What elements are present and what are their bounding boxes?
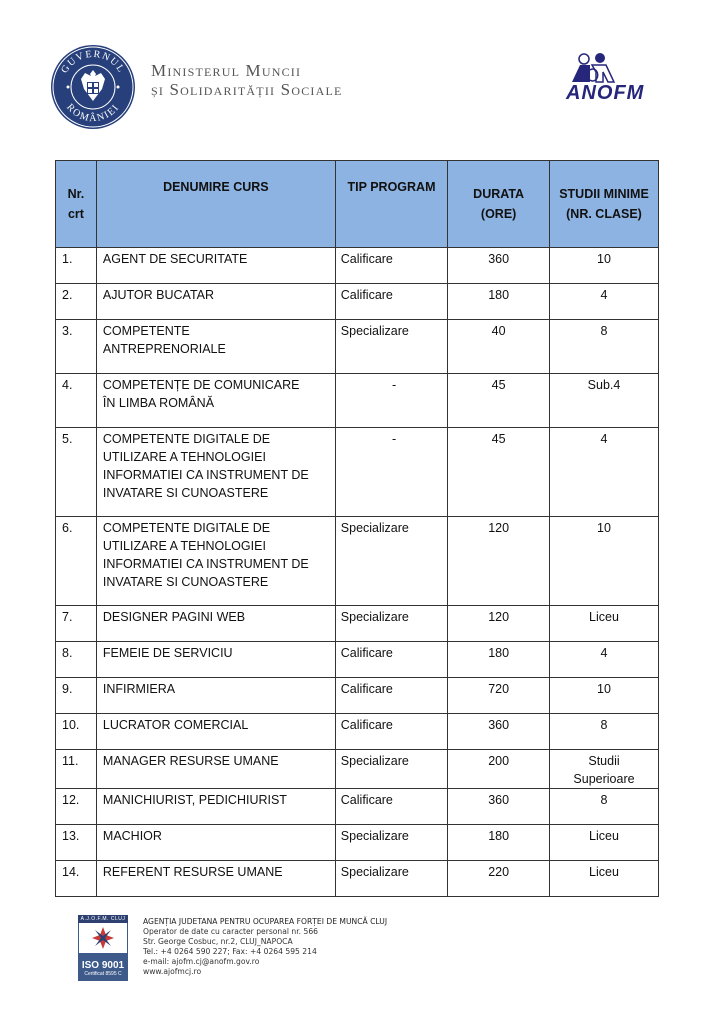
course-name bbox=[96, 517, 335, 606]
course-name-line: AGENT DE SECURITATE bbox=[102, 252, 248, 266]
duration-hours: 40 bbox=[448, 320, 550, 374]
table-row bbox=[56, 517, 659, 606]
duration-hours: 45 bbox=[448, 374, 550, 428]
duration-hours: 360 bbox=[448, 248, 550, 284]
government-seal-logo bbox=[50, 44, 136, 130]
program-type: Specializare bbox=[335, 320, 447, 374]
min-studies bbox=[550, 248, 659, 284]
course-name-line: UTILIZARE A TEHNOLOGIEI bbox=[102, 539, 266, 553]
program-type: Specializare bbox=[335, 606, 447, 642]
row-number: 14. bbox=[56, 861, 97, 897]
course-name-line: DESIGNER PAGINI WEB bbox=[102, 610, 246, 624]
table-row bbox=[56, 825, 659, 861]
min-studies-line: Liceu bbox=[589, 865, 619, 879]
table-row bbox=[56, 320, 659, 374]
min-studies bbox=[550, 428, 659, 517]
row-number: 10. bbox=[56, 714, 97, 750]
duration-hours: 180 bbox=[448, 825, 550, 861]
ministry-line-2: și Solidarității Sociale bbox=[151, 80, 343, 99]
min-studies-line: 8 bbox=[600, 718, 608, 732]
min-studies bbox=[550, 750, 659, 789]
ministry-name bbox=[151, 61, 343, 99]
row-number: 5. bbox=[56, 428, 97, 517]
iso-certification-logo bbox=[78, 915, 128, 981]
duration-hours: 180 bbox=[448, 642, 550, 678]
row-number: 13. bbox=[56, 825, 97, 861]
table-row bbox=[56, 678, 659, 714]
row-number: 2. bbox=[56, 284, 97, 320]
course-name bbox=[96, 320, 335, 374]
course-name-line: COMPETENȚE DE COMUNICARE bbox=[102, 378, 300, 392]
min-studies bbox=[550, 320, 659, 374]
table-row bbox=[56, 284, 659, 320]
program-type: Calificare bbox=[335, 248, 447, 284]
program-type: Specializare bbox=[335, 861, 447, 897]
min-studies bbox=[550, 374, 659, 428]
course-name-line: COMPETENTE DIGITALE DE bbox=[102, 521, 271, 535]
program-type: Calificare bbox=[335, 284, 447, 320]
courses-table bbox=[55, 160, 659, 897]
row-number: 12. bbox=[56, 789, 97, 825]
footer-email-link[interactable]: e-mail: ajofm.cj@anofm.gov.ro bbox=[143, 957, 260, 966]
duration-hours: 360 bbox=[448, 789, 550, 825]
table-row bbox=[56, 642, 659, 678]
program-type: Calificare bbox=[335, 714, 447, 750]
course-name-line: MANAGER RESURSE UMANE bbox=[102, 754, 279, 768]
min-studies bbox=[550, 642, 659, 678]
table-header-row bbox=[56, 161, 659, 248]
footer-operator-line: Operator de date cu caracter personal nr. 566 bbox=[143, 927, 318, 936]
program-type: Calificare bbox=[335, 642, 447, 678]
column-header-min-studies: STUDII MINIME (NR. CLASE) bbox=[550, 161, 659, 248]
course-name-line: UTILIZARE A TEHNOLOGIEI bbox=[102, 450, 266, 464]
program-type: Specializare bbox=[335, 750, 447, 789]
column-header-duration: DURATA (ORE) bbox=[448, 161, 550, 248]
course-name-line: INVATARE SI CUNOASTERE bbox=[102, 575, 269, 589]
course-name bbox=[96, 428, 335, 517]
program-type: Calificare bbox=[335, 789, 447, 825]
table-row bbox=[56, 606, 659, 642]
course-name-line: REFERENT RESURSE UMANE bbox=[102, 865, 283, 879]
duration-hours: 120 bbox=[448, 606, 550, 642]
min-studies-line: 10 bbox=[597, 521, 611, 535]
footer-agency-name: AGENȚIA JUDETANA PENTRU OCUPAREA FORȚEI DE MUNCĂ CLUJ bbox=[143, 917, 388, 926]
row-number: 9. bbox=[56, 678, 97, 714]
duration-hours: 720 bbox=[448, 678, 550, 714]
iqnet-emblem-icon bbox=[79, 923, 127, 953]
min-studies-line: Liceu bbox=[589, 829, 619, 843]
footer-contact-info bbox=[143, 917, 387, 977]
duration-hours: 45 bbox=[448, 428, 550, 517]
column-header-course-name: DENUMIRE CURS bbox=[96, 161, 335, 248]
min-studies-line: 10 bbox=[597, 682, 611, 696]
min-studies bbox=[550, 789, 659, 825]
row-number: 1. bbox=[56, 248, 97, 284]
min-studies-line: 4 bbox=[600, 646, 608, 660]
min-studies-line: 4 bbox=[600, 432, 608, 446]
min-studies bbox=[550, 606, 659, 642]
seal-text-bottom: ROMÂNIEI bbox=[64, 101, 122, 125]
column-header-nr: Nr. crt bbox=[56, 161, 97, 248]
course-name-line: ANTREPRENORIALE bbox=[102, 342, 226, 356]
footer-address-line: Str. George Cosbuc, nr.2, CLUJ_NAPOCA bbox=[143, 937, 293, 946]
course-name-line: INFORMATIEI CA INSTRUMENT DE bbox=[102, 557, 309, 571]
table-row bbox=[56, 374, 659, 428]
course-name bbox=[96, 861, 335, 897]
course-name-line: MACHIOR bbox=[102, 829, 162, 843]
min-studies bbox=[550, 284, 659, 320]
table-row bbox=[56, 248, 659, 284]
min-studies-line: Studii bbox=[588, 754, 620, 768]
iso-logo-certificate: Certificat 8595 C bbox=[84, 971, 122, 977]
min-studies-line: 10 bbox=[597, 252, 611, 266]
course-name bbox=[96, 642, 335, 678]
min-studies bbox=[550, 678, 659, 714]
course-name-line: FEMEIE DE SERVICIU bbox=[102, 646, 233, 660]
iso-logo-agency: A.J.O.F.M. CLUJ bbox=[78, 915, 128, 923]
column-header-program-type: TIP PROGRAM bbox=[335, 161, 447, 248]
footer-phone-line: Tel.: +4 0264 590 227; Fax: +4 0264 595 214 bbox=[143, 947, 317, 956]
table-row bbox=[56, 750, 659, 789]
course-name-line: INVATARE SI CUNOASTERE bbox=[102, 486, 269, 500]
duration-hours: 200 bbox=[448, 750, 550, 789]
program-type: - bbox=[335, 374, 447, 428]
program-type: Calificare bbox=[335, 678, 447, 714]
duration-hours: 180 bbox=[448, 284, 550, 320]
min-studies-line: Liceu bbox=[589, 610, 619, 624]
program-type: Specializare bbox=[335, 517, 447, 606]
seal-text-top: GUVERNUL bbox=[59, 48, 127, 76]
footer-website-link[interactable]: www.ajofmcj.ro bbox=[143, 967, 202, 976]
min-studies bbox=[550, 517, 659, 606]
course-name-line: MANICHIURIST, PEDICHIURIST bbox=[102, 793, 287, 807]
course-name-line: LUCRATOR COMERCIAL bbox=[102, 718, 249, 732]
course-name bbox=[96, 714, 335, 750]
min-studies-line: 8 bbox=[600, 793, 608, 807]
row-number: 3. bbox=[56, 320, 97, 374]
course-name bbox=[96, 825, 335, 861]
duration-hours: 360 bbox=[448, 714, 550, 750]
course-name-line: INFIRMIERA bbox=[102, 682, 176, 696]
min-studies-line: 4 bbox=[600, 288, 608, 302]
iso-logo-standard: ISO 9001 bbox=[81, 960, 125, 971]
row-number: 7. bbox=[56, 606, 97, 642]
duration-hours: 120 bbox=[448, 517, 550, 606]
row-number: 6. bbox=[56, 517, 97, 606]
course-name bbox=[96, 284, 335, 320]
min-studies bbox=[550, 825, 659, 861]
program-type: Specializare bbox=[335, 825, 447, 861]
row-number: 4. bbox=[56, 374, 97, 428]
min-studies-line: 8 bbox=[600, 324, 608, 338]
course-name bbox=[96, 678, 335, 714]
min-studies bbox=[550, 714, 659, 750]
program-type: - bbox=[335, 428, 447, 517]
course-name bbox=[96, 606, 335, 642]
course-name-line: INFORMATIEI CA INSTRUMENT DE bbox=[102, 468, 309, 482]
course-name bbox=[96, 374, 335, 428]
table-row bbox=[56, 428, 659, 517]
course-name-line: ÎN LIMBA ROMÂNĂ bbox=[102, 396, 215, 410]
row-number: 8. bbox=[56, 642, 97, 678]
course-name-line: COMPETENTE DIGITALE DE bbox=[102, 432, 271, 446]
row-number: 11. bbox=[56, 750, 97, 789]
min-studies-line: Superioare bbox=[573, 772, 635, 786]
duration-hours: 220 bbox=[448, 861, 550, 897]
table-row bbox=[56, 861, 659, 897]
course-name bbox=[96, 750, 335, 789]
course-name bbox=[96, 248, 335, 284]
table-row bbox=[56, 789, 659, 825]
ministry-line-1: Ministerul Muncii bbox=[151, 61, 302, 80]
course-name-line: AJUTOR BUCATAR bbox=[102, 288, 215, 302]
min-studies-line: Sub.4 bbox=[587, 378, 621, 392]
min-studies bbox=[550, 861, 659, 897]
course-name bbox=[96, 789, 335, 825]
table-row bbox=[56, 714, 659, 750]
course-name-line: COMPETENTE bbox=[102, 324, 190, 338]
anofm-wordmark: ANOFM bbox=[566, 82, 645, 104]
